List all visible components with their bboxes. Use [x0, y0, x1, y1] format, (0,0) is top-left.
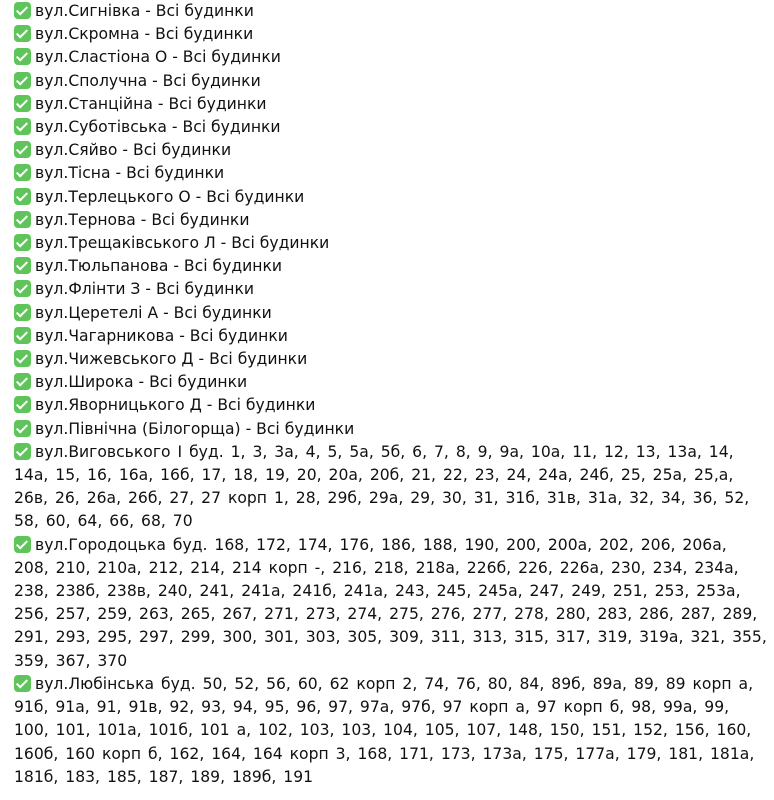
street-house-list [14, 534, 768, 673]
check-mark-icon [14, 2, 31, 19]
list-item [14, 325, 768, 348]
street-text: вул.Суботівська - Всі будинки [35, 118, 281, 137]
list-item [14, 46, 768, 69]
street-house-list [14, 673, 768, 789]
list-item [14, 302, 768, 325]
check-mark-icon [14, 72, 31, 89]
street-text: вул.Тюльпанова - Всі будинки [35, 257, 282, 276]
check-mark-icon [14, 327, 31, 344]
list-item [14, 209, 768, 232]
list-item [14, 394, 768, 417]
list-item [14, 70, 768, 93]
street-houses-text: вул.Любінська буд. 50, 52, 56, 60, 62 корп 2, 74, 76, 80, 84, 89б, 89а, 89, 89 корп а, 91б, 91а, 91, 91в, 92, 93, 94, 95, 96, 97, 97а, 97б, 97 корп а, 97 корп б, 98, 99а, 99, 100, 101, 101а, 101б, 101 а, 102, 103, 103, 104, 105, 107, 148, 150, 151, 152, 156, 160, 160б, 160 корп б, 162, 164, 164 корп 3, 168, 171, 173, 173а, 175, 177а, 179, 181, 181а, 181б, 183, 185, 187, 189, 189б, 191 [14, 674, 755, 786]
street-text: вул.Тернова - Всі будинки [35, 210, 250, 229]
street-text: вул.Сластіона О - Всі будинки [35, 48, 281, 67]
street-text: вул.Чижевського Д - Всі будинки [35, 350, 308, 369]
list-item [14, 418, 768, 441]
street-text: вул.Північна (Білогорща) - Всі будинки [35, 419, 355, 438]
street-text: вул.Тісна - Всі будинки [35, 164, 225, 183]
check-mark-icon [14, 234, 31, 251]
street-text: вул.Широка - Всі будинки [35, 373, 248, 392]
check-mark-icon [14, 373, 31, 390]
check-mark-icon [14, 396, 31, 413]
street-text: вул.Скромна - Всі будинки [35, 25, 254, 44]
list-item [14, 371, 768, 394]
street-houses-text: вул.Виговського І буд. 1, 3, 3а, 4, 5, 5а, 5б, 6, 7, 8, 9, 9а, 10а, 11, 12, 13, 13а, 14, 14а, 15, 16, 16а, 16б, 17, 18, 19, 20, 20а, 20б, 21, 22, 23, 24, 24а, 24б, 25, 25а, 25,а, 26в, 26, 26а, 26б, 27, 27 корп 1, 28, 29б, 29а, 29, 30, 31, 31б, 31в, 31а, 32, 34, 36, 52, 58, 60, 64, 66, 68, 70 [14, 442, 750, 531]
street-text: вул.Сигнівка - Всі будинки [35, 2, 254, 20]
street-text: вул.Чагарникова - Всі будинки [35, 326, 288, 345]
street-text: вул.Яворницького Д - Всі будинки [35, 396, 316, 415]
check-mark-icon [14, 257, 31, 274]
check-mark-icon [14, 141, 31, 158]
list-item [14, 186, 768, 209]
check-mark-icon [14, 420, 31, 437]
list-item [14, 0, 768, 23]
check-mark-icon [14, 164, 31, 181]
check-mark-icon [14, 188, 31, 205]
check-mark-icon [14, 48, 31, 65]
street-text: вул.Терлецького О - Всі будинки [35, 187, 305, 206]
list-item [14, 162, 768, 185]
check-mark-icon [14, 280, 31, 297]
street-text: вул.Трещаківського Л - Всі будинки [35, 234, 330, 253]
list-item [14, 139, 768, 162]
list-item [14, 93, 768, 116]
check-mark-icon [14, 25, 31, 42]
list-item [14, 232, 768, 255]
list-item [14, 278, 768, 301]
street-text: вул.Церетелі А - Всі будинки [35, 303, 272, 322]
check-mark-icon [14, 304, 31, 321]
check-mark-icon [14, 95, 31, 112]
street-text: вул.Флінти З - Всі будинки [35, 280, 255, 299]
street-text: вул.Сяйво - Всі будинки [35, 141, 232, 160]
list-item [14, 255, 768, 278]
street-house-list [14, 441, 768, 534]
street-text: вул.Станційна - Всі будинки [35, 94, 267, 113]
street-houses-text: вул.Городоцька буд. 168, 172, 174, 176, 186, 188, 190, 200, 200а, 202, 206, 206а, 208, 210, 210а, 212, 214, 214 корп -, 216, 218, 218а, 226б, 226, 226а, 230, 234, 234а, 238, 238б, 238в, 240, 241, 241а, 241б, 241а, 243, 245, 245а, 247, 249, 251, 253, 253а, 256, 257, 259, 263, 265, 267, 271, 273, 274, 275, 276, 277, 278, 280, 283, 286, 287, 289, 291, 293, 295, 297, 299, 300, 301, 303, 305, 309, 311, 313, 315, 317, 319, 319а, 321, 355, 359, 367, 370 [14, 535, 767, 670]
list-item [14, 23, 768, 46]
list-item [14, 348, 768, 371]
street-text: вул.Сполучна - Всі будинки [35, 71, 261, 90]
check-mark-icon [14, 536, 31, 553]
list-item [14, 116, 768, 139]
check-mark-icon [14, 118, 31, 135]
check-mark-icon [14, 443, 31, 460]
check-mark-icon [14, 211, 31, 228]
check-mark-icon [14, 350, 31, 367]
check-mark-icon [14, 675, 31, 692]
